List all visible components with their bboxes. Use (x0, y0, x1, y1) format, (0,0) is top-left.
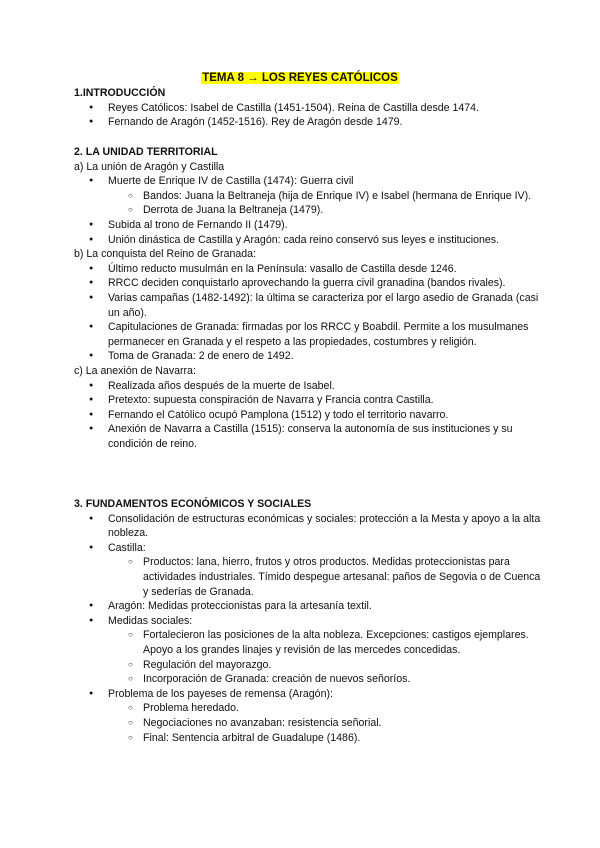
sub-list-item: ○ Problema heredado. (74, 701, 544, 716)
list-item: ● Aragón: Medidas proteccionistas para la artesanía textil. (74, 599, 544, 614)
page-title: TEMA 8 → LOS REYES CATÓLICOS (202, 72, 398, 84)
sub-list-item: ○ Productos: lana, hierro, frutos y otros productos. Medidas proteccionistas para actividades industriales. Tímido despegue artesanal: paños de Segovia o de Cuenca y sederías de Granada. (74, 555, 544, 599)
list-item: ● Fernando el Católico ocupó Pamplona (1512) y todo el territorio navarro. (74, 408, 544, 423)
section-heading: 2. LA UNIDAD TERRITORIAL (74, 146, 218, 158)
list-item: ● Unión dinástica de Castilla y Aragón: cada reino conservó sus leyes e instituciones. (74, 233, 544, 248)
list-item: ● RRCC deciden conquistarlo aprovechando la guerra civil granadina (bandos rivales). (74, 276, 544, 291)
sub-list-item: ○ Derrota de Juana la Beltraneja (1479). (74, 203, 544, 218)
list-item: ● Problema de los payeses de remensa (Aragón): (74, 687, 544, 702)
list-item: ● Toma de Granada: 2 de enero de 1492. (74, 349, 544, 364)
subsection-heading: c) La anexión de Navarra: (74, 364, 196, 377)
list-item: ● Pretexto: supuesta conspiración de Navarra y Francia contra Castilla. (74, 393, 544, 408)
sub-list-item: ○ Regulación del mayorazgo. (74, 658, 544, 673)
sub-list-item: ○ Incorporación de Granada: creación de nuevos señoríos. (74, 672, 544, 687)
bullet-list (74, 174, 544, 247)
list-item: ● Subida al trono de Fernando II (1479). (74, 218, 544, 233)
sub-list-item: ○ Fortalecieron las posiciones de la alta nobleza. Excepciones: castigos ejemplares. Apoyo a los grandes linajes y revisión de las mercedes concedidas. (74, 628, 544, 657)
list-item: ● Anexión de Navarra a Castilla (1515): conserva la autonomía de sus instituciones y su condición de reino. (74, 422, 544, 451)
section-introduccion (74, 86, 544, 130)
list-item: ● Capitulaciones de Granada: firmadas por los RRCC y Boabdil. Permite a los musulmanes permanecer en Granada y el respeto a las propiedades, costumbres y religión. (74, 320, 544, 349)
subsection-heading: a) La unión de Aragón y Castilla (74, 160, 225, 173)
list-item: ● Muerte de Enrique IV de Castilla (1474): Guerra civil (74, 174, 544, 189)
list-item: ● Fernando de Aragón (1452-1516). Rey de Aragón desde 1479. (74, 115, 544, 130)
sub-list-item: ○ Negociaciones no avanzaban: resistencia señorial. (74, 716, 544, 731)
sub-list-item: ○ Bandos: Juana la Beltraneja (hija de Enrique IV) e Isabel (hermana de Enrique IV). (74, 189, 544, 204)
list-item: ● Castilla: (74, 541, 544, 556)
bullet-list (74, 512, 544, 746)
bullet-list (74, 379, 544, 452)
list-item: ● Varias campañas (1482-1492): la última se caracteriza por el largo asedio de Granada (casi un año). (74, 291, 544, 320)
section-fundamentos (74, 497, 544, 745)
bullet-list (74, 101, 544, 130)
title-line (0, 71, 600, 86)
list-item: ● Consolidación de estructuras económicas y sociales: protección a la Mesta y apoyo a la alta nobleza. (74, 512, 544, 541)
section-heading: 1.INTRODUCCIÓN (74, 87, 166, 99)
section-unidad-territorial (74, 145, 544, 451)
sub-list-item: ○ Final: Sentencia arbitral de Guadalupe (1486). (74, 731, 544, 746)
bullet-list (74, 262, 544, 364)
list-item: ● Realizada años después de la muerte de Isabel. (74, 379, 544, 394)
list-item: ● Último reducto musulmán en la Península: vasallo de Castilla desde 1246. (74, 262, 544, 277)
subsection-heading: b) La conquista del Reino de Granada: (74, 248, 256, 261)
list-item: ● Medidas sociales: (74, 614, 544, 629)
section-heading: 3. FUNDAMENTOS ECONÓMICOS Y SOCIALES (74, 498, 312, 510)
list-item: ● Reyes Católicos: Isabel de Castilla (1451-1504). Reina de Castilla desde 1474. (74, 101, 544, 116)
